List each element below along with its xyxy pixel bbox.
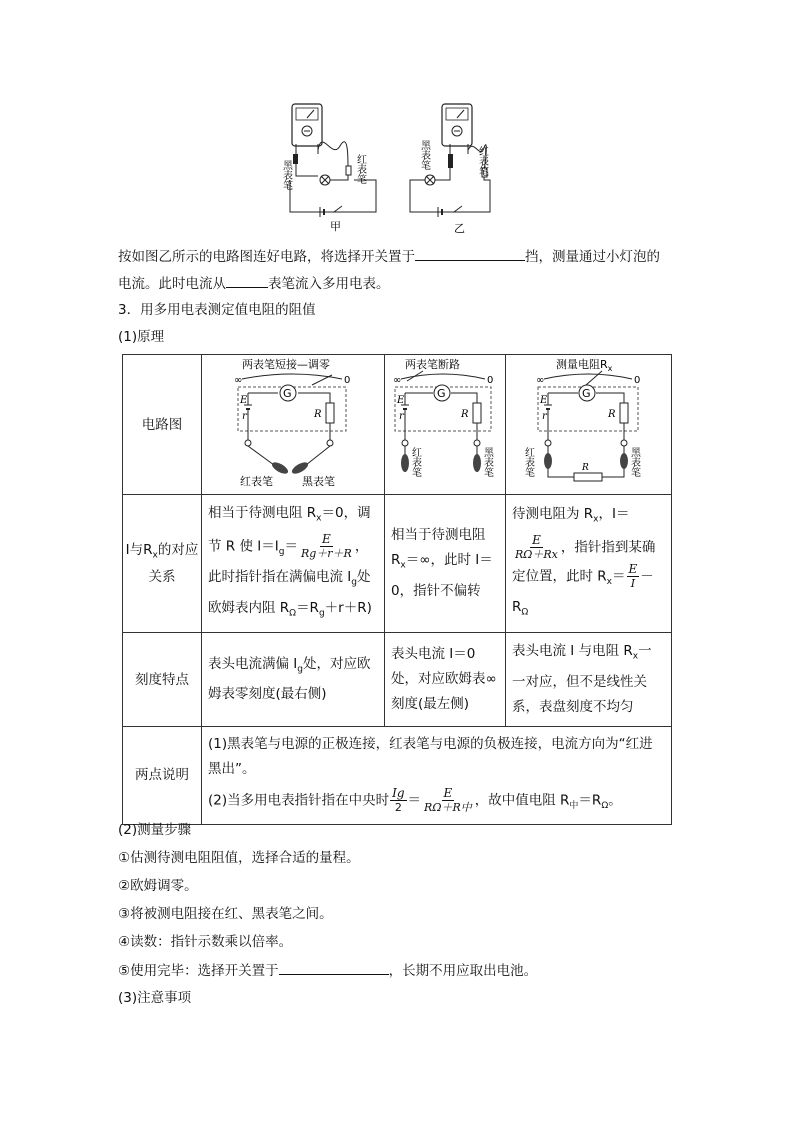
step-2: ②欧姆调零。 [118, 878, 198, 894]
c3-inf: ∞ [536, 375, 545, 386]
multimeter-figures [270, 98, 510, 238]
formula-i: $\frac{E}{R\Omega+Rx}$ [515, 532, 558, 561]
jia-black-label: 黑表笔 [280, 160, 292, 190]
figure-jia [281, 104, 377, 233]
yi-black-label: 黑表笔 [418, 140, 430, 170]
figure-yi [410, 104, 490, 235]
row-relation [123, 495, 672, 633]
relation-open [385, 495, 506, 633]
circuit-zero-adjust [202, 355, 385, 495]
blank-1 [415, 246, 525, 261]
c3-red-label: 红表笔 [522, 447, 534, 477]
c2-title: 两表笔断路 [405, 358, 460, 371]
notes-title: (3)注意事项 [118, 990, 192, 1006]
scale-short-text: 表头电流满偏 $I_g$处，对应欧姆表零刻度(最右侧) [208, 655, 371, 703]
relation-open-text: 相当于待测电阻 $R_x=\infty$，此时 I＝0，指针不偏转 [391, 527, 493, 599]
c2-R: R [461, 409, 469, 420]
c1-title: 两表笔短接—调零 [242, 358, 330, 371]
steps-title: (2)测量步骤 [118, 822, 192, 838]
formula-rx: $\frac{E}{I}$ [628, 561, 638, 590]
c3-black-label: 黑表笔 [628, 447, 640, 477]
para1-text-a: 按如图乙所示的电路图连好电路，将选择开关置于 [118, 249, 415, 265]
scale-measure [506, 633, 672, 727]
relation-short-text: 相当于待测电阻 $R_x=0$，调节 R 使 $I=I_g=$ $\frac{E}{Rg+r+R}$ ，此时指针指在满偏电流 $I_g$处欧姆表内阻 $R_\Omega=R_g+r+R$) [208, 505, 372, 619]
c1-zero: 0 [344, 375, 351, 386]
circuit-diagram-short [202, 355, 382, 490]
c2-E: E [397, 395, 405, 406]
row-notes-head: 两点说明 [123, 726, 202, 824]
relation-measure [506, 495, 672, 633]
c1-r: r [242, 411, 247, 422]
c2-r: r [399, 411, 404, 422]
notes-content [202, 726, 672, 824]
step-1: ①估测待测电阻阻值，选择合适的量程。 [118, 850, 360, 866]
notes-text [202, 728, 671, 823]
jia-red-label: 红表笔 [354, 154, 366, 184]
c2-zero: 0 [487, 375, 494, 386]
row-relation-head: I与$R_x$的对应关系 [123, 495, 202, 633]
c3-E: E [540, 395, 548, 406]
para1-text-d: 表笔流入多用电表。 [268, 276, 390, 292]
step-4: ④读数：指针示数乘以倍率。 [118, 934, 293, 950]
para1-line1 [118, 246, 660, 267]
c2-red-label: 红表笔 [409, 447, 421, 477]
jia-caption: 甲 [330, 220, 341, 233]
relation-short [202, 495, 385, 633]
c2-inf: ∞ [393, 375, 402, 386]
c3-Rx: R [582, 463, 589, 473]
yi-red-label: 红表笔 [476, 146, 488, 176]
para1-line2 [118, 273, 390, 294]
c1-R: R [314, 409, 322, 420]
c1-black-label: 黑表笔 [302, 475, 335, 488]
circuit-diagram-measure [506, 355, 670, 490]
section3-title: 3．用多用电表测定值电阻的阻值 [118, 302, 316, 318]
c2-G: G [437, 387, 446, 400]
c3-zero: 0 [634, 375, 641, 386]
row-notes [123, 726, 672, 824]
note-1: (1)黑表笔与电源的正极连接，红表笔与电源的负极连接，电流方向为“红进黑出”。 [208, 735, 653, 777]
c3-r: r [542, 411, 547, 422]
relation-measure-text: 待测电阻为 $R_x$，I＝ $\frac{E}{R\Omega+Rx}$ ，指针指到某确定位置，此时 $R_x=$ $\frac{E}{I}$ $-R_\Omega$ [512, 505, 656, 618]
c1-G: G [283, 387, 292, 400]
principle-table [122, 354, 672, 825]
c1-E: E [240, 395, 248, 406]
scale-measure-text: 表头电流 I 与电阻 $R_x$一一对应，但不是线性关系，表盘刻度不均匀 [512, 643, 652, 715]
c3-R: R [608, 409, 616, 420]
row-circuit [123, 355, 672, 495]
blank-3 [279, 960, 389, 975]
note-2: (2)当多用电表指针指在中央时 $\frac{Ig}{2}$ ＝ $\frac{E}{\text{RΩ＋R中}}$ ，故中值电阻 $R_中=R_\Omega$。 [208, 785, 622, 814]
scale-open [385, 633, 506, 727]
c3-G: G [582, 387, 591, 400]
para1-text-c: 电流。此时电流从 [118, 276, 226, 292]
c3-title: 测量电阻$R_x$ [556, 358, 613, 373]
scale-short [202, 633, 385, 727]
formula-ig: $\frac{E}{Rg+r+R}$ [300, 531, 352, 560]
c1-red-label: 红表笔 [240, 475, 273, 488]
row-circuit-head: 电路图 [123, 355, 202, 495]
step-3: ③将被测电阻接在红、黑表笔之间。 [118, 906, 333, 922]
blank-2 [226, 273, 268, 288]
yi-caption: 乙 [454, 222, 465, 235]
circuit-open [385, 355, 506, 495]
circuit-measure [506, 355, 672, 495]
section3-sub1: (1)原理 [118, 329, 165, 345]
scale-open-text: 表头电流 I＝0 处，对应欧姆表∞刻度(最左侧) [391, 646, 497, 713]
para1-text-b: 挡，测量通过小灯泡的 [525, 249, 660, 265]
step-5: ⑤使用完毕：选择开关置于 ，长期不用应取出电池。 [118, 960, 537, 981]
row-scale-head: 刻度特点 [123, 633, 202, 727]
circuit-diagram-open [385, 355, 503, 490]
c1-inf: ∞ [234, 375, 243, 386]
c2-black-label: 黑表笔 [481, 447, 493, 477]
row-scale [123, 633, 672, 727]
